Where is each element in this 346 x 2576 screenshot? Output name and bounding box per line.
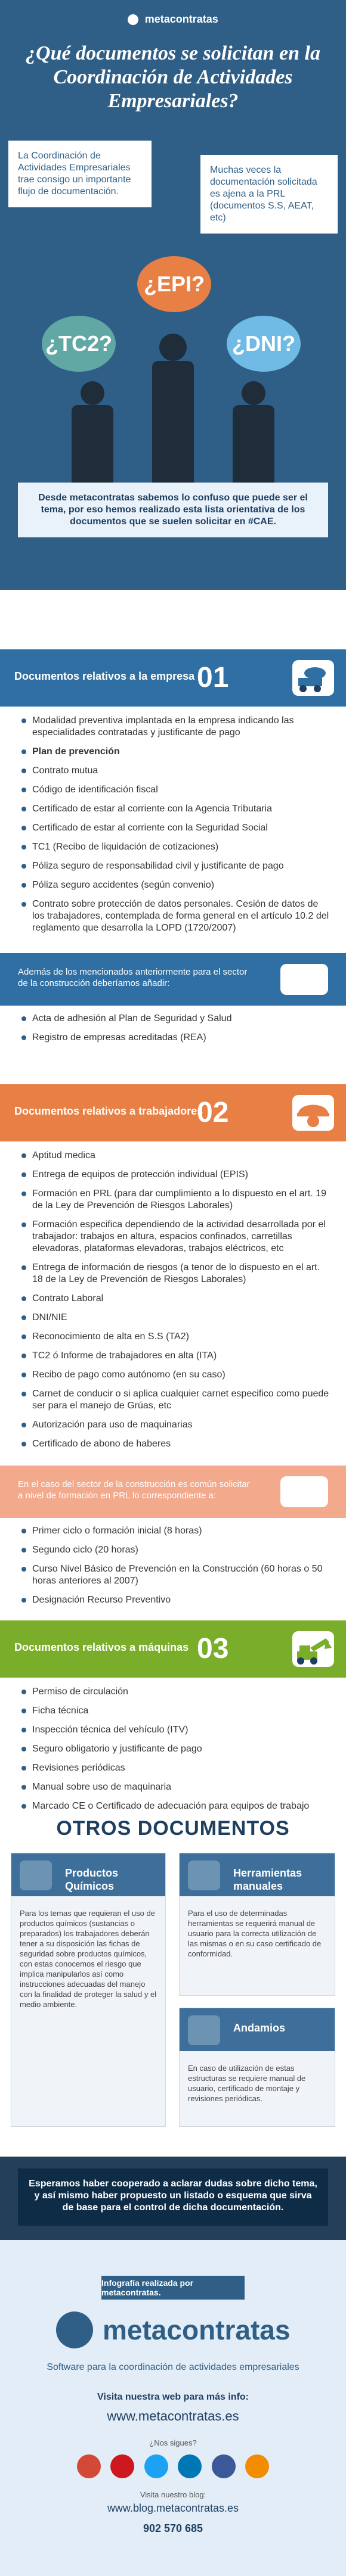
list-item: Manual sobre uso de maquinaria	[21, 1781, 333, 1793]
list-item: Ficha técnica	[21, 1705, 333, 1717]
footer-phone: 902 570 685	[143, 2522, 203, 2534]
section-02-band	[0, 1466, 346, 1518]
list-item: Formación en PRL (para dar cumplimiento a lo dispuesto en el art. 19 de la Ley de Prevención de Riesgos Laborales)	[21, 1188, 333, 1212]
concrete-mixer-icon	[280, 1476, 328, 1507]
scaffold-icon	[188, 2015, 220, 2045]
logo	[0, 13, 346, 26]
card-title: Andamios	[233, 2022, 286, 2034]
intro-note: Desde metacontratas sabemos lo confuso que puede ser el tema, por eso hemos realizado esta lista orientativa de los documentos que se suelen solicitar en #CAE.	[18, 483, 328, 537]
list-item: Permiso de circulación	[21, 1686, 333, 1698]
footer-logo[interactable]	[0, 2311, 346, 2348]
list-item: Certificado de estar al corriente con la Seguridad Social	[21, 822, 333, 834]
list-item: TC2 ó Informe de trabajadores en alta (ITA)	[21, 1350, 333, 1362]
section-02-band-list	[0, 1525, 346, 1613]
section-01-band-list	[0, 1013, 346, 1051]
list-item: Modalidad preventiva implantada en la empresa indicando las especialidades contratadas y justificante de pago	[21, 715, 333, 739]
page-title: ¿Qué documentos se solicitan en la Coordinación de Actividades Empresariales?	[26, 42, 320, 112]
card-andamios	[179, 2008, 335, 2127]
speech-bubble-tc2: ¿TC2?	[42, 316, 116, 372]
footer	[0, 2240, 346, 2576]
band-text: En el caso del sector de la construcción es común solicitar a nivel de formación en PRL lo correspondiente a:	[18, 1479, 250, 1501]
concrete-mixer-icon	[292, 660, 334, 696]
other-docs-title: OTROS DOCUMENTOS	[56, 1817, 290, 1840]
list-item: Plan de prevención	[21, 746, 333, 758]
flask-icon	[20, 1861, 52, 1890]
excavator-svg	[292, 1631, 334, 1667]
list-item: Inspección técnica del vehículo (ITV)	[21, 1724, 333, 1736]
closing-text: Esperamos haber cooperado a aclarar dudas sobre dicho tema, y así mismo haber propuesto un listado o esquema que sirva de base para el control de dicha documentación.	[18, 2169, 328, 2226]
list-item: Recibo de pago como autónomo (en su caso)	[21, 1369, 333, 1381]
footer-badge: Infografía realizada por metacontratas.	[101, 2276, 245, 2300]
card-header	[180, 1853, 335, 1896]
social-links	[0, 2454, 346, 2481]
section-02-number: 02	[197, 1097, 229, 1128]
metacontratas-logo-icon	[56, 2311, 93, 2348]
section-03-list	[0, 1686, 346, 1819]
list-item: Entrega de información de riesgos (a tenor de lo dispuesto en el art. 18 de la Ley de Prevención de Riesgos Laborales)	[21, 1262, 333, 1286]
section-01-list	[0, 715, 346, 941]
list-item: TC1 (Recibo de liquidación de cotizaciones)	[21, 841, 333, 853]
excavator-icon	[292, 1631, 334, 1667]
twitter-icon[interactable]	[144, 2454, 168, 2478]
list-item: Póliza seguro de responsabilidad civil y justificante de pago	[21, 860, 333, 872]
rss-icon[interactable]	[245, 2454, 269, 2478]
footer-visit-label: Visita nuestra web para más info:	[97, 2392, 249, 2402]
list-item: DNI/NIE	[21, 1312, 333, 1324]
facebook-icon[interactable]	[212, 2454, 236, 2478]
list-item: Primer ciclo o formación inicial (8 horas)	[21, 1525, 333, 1537]
person-silhouette-center	[146, 334, 200, 506]
section-03-number: 03	[197, 1633, 229, 1665]
worker-helmet-svg	[292, 1095, 334, 1131]
linkedin-icon[interactable]	[178, 2454, 202, 2478]
list-item: Segundo ciclo (20 horas)	[21, 1544, 333, 1556]
speech-bubble-dni: ¿DNI?	[227, 316, 301, 372]
list-item: Reconocimiento de alta en S.S (TA2)	[21, 1331, 333, 1343]
list-item: Revisiones periódicas	[21, 1762, 333, 1774]
list-item: Seguro obligatorio y justificante de pago	[21, 1743, 333, 1755]
speech-bubble-epi: ¿EPI?	[137, 256, 211, 312]
card-productos-quimicos	[11, 1853, 166, 2127]
section-01-title: Documentos relativos a la empresa	[14, 670, 195, 682]
section-01-band	[0, 953, 346, 1006]
list-item: Póliza seguro accidentes (según convenio)	[21, 879, 333, 891]
list-item: Registro de empresas acreditadas (REA)	[21, 1032, 333, 1044]
section-01-number: 01	[197, 662, 229, 693]
section-03-title: Documentos relativos a máquinas	[14, 1641, 189, 1653]
youtube-icon[interactable]	[110, 2454, 134, 2478]
section-02-list	[0, 1150, 346, 1457]
hero-left-box: La Coordinación de Actividades Empresariales trae consigo un importante flujo de documentación.	[8, 141, 152, 207]
card-header	[11, 1853, 165, 1896]
list-item: Marcado CE o Certificado de adecuación para equipos de trabajo	[21, 1800, 333, 1812]
card-herramientas-manuales	[179, 1853, 335, 1996]
list-item: Entrega de equipos de protección individual (EPIS)	[21, 1169, 333, 1181]
footer-blog-label: Visita nuestro blog:	[140, 2490, 206, 2499]
footer-blog-link[interactable]: www.blog.metacontratas.es	[107, 2502, 239, 2514]
list-item: Contrato sobre protección de datos personales. Cesión de datos de los trabajadores, contemplada de forma general en el artículo 10.2 del reglamento que desarrolla la LOPD (1720/2007)	[21, 898, 333, 934]
list-item: Curso Nivel Básico de Prevención en la Construcción (60 horas o 50 horas anteriores al 2007)	[21, 1563, 333, 1587]
section-03-header	[0, 1620, 346, 1678]
section-02-title: Documentos relativos a trabajadores	[14, 1105, 203, 1117]
card-text: En caso de utilización de estas estructuras se requiere manual de usuario, certificado de montaje y revisiones periódicas.	[188, 2064, 306, 2103]
card-text: Para el uso de determinadas herramientas se requerirá manual de usuario para la correcta utilización de las mismas o en su caso certificado de conformidad.	[188, 1909, 322, 1958]
section-01-header	[0, 649, 346, 707]
list-item: Contrato Laboral	[21, 1293, 333, 1305]
concrete-mixer-icon	[280, 964, 328, 995]
card-title: Herramientas manuales	[233, 1867, 302, 1892]
card-header	[180, 2008, 335, 2051]
list-item: Formación especifica dependiendo de la actividad desarrollada por el trabajador: trabajos en altura, espacios confinados, carretillas elevadoras, plataformas elevadoras, trabajos eléctricos, etc	[21, 1219, 333, 1255]
list-item: Código de identificación fiscal	[21, 784, 333, 796]
list-item: Designación Recurso Preventivo	[21, 1594, 333, 1606]
metacontratas-logo-icon	[128, 14, 138, 25]
worker-helmet-icon	[292, 1095, 334, 1131]
list-item: Acta de adhesión al Plan de Seguridad y Salud	[21, 1013, 333, 1025]
google-plus-icon[interactable]	[77, 2454, 101, 2478]
concrete-mixer-svg	[292, 660, 334, 696]
section-02-header	[0, 1084, 346, 1141]
card-title: Productos Químicos	[65, 1867, 119, 1892]
closing-band	[0, 2157, 346, 2240]
list-item: Autorización para uso de maquinarias	[21, 1419, 333, 1431]
hero	[0, 0, 346, 590]
tools-icon	[188, 1861, 220, 1890]
footer-logo-text: metacontratas	[103, 2314, 291, 2345]
card-text: Para los temas que requieran el uso de productos químicos (sustancias o preparados) los trabajadores deberán tener a su disposición las fichas de seguridad sobre productos químicos, con estas conocemos el riesgo que implica manipularlos así como instrucciones adecuadas del manejo con la finalidad de proteger la salud y el medio ambiente.	[20, 1909, 157, 2009]
footer-follow-label: ¿Nos sigues?	[149, 2438, 197, 2447]
list-item: Contrato mutua	[21, 765, 333, 777]
logo-text: metacontratas	[144, 13, 218, 25]
band-text: Además de los mencionados anteriormente para el sector de la construcción deberíamos añadir:	[18, 967, 248, 988]
footer-subtitle: Software para la coordinación de actividades empresariales	[47, 2362, 299, 2372]
footer-url-link[interactable]: www.metacontratas.es	[107, 2409, 239, 2423]
hero-right-box: Muchas veces la documentación solicitada es ajena a la PRL (documentos S.S, AEAT, etc)	[200, 155, 338, 234]
list-item: Aptitud medica	[21, 1150, 333, 1162]
list-item: Certificado de abono de haberes	[21, 1438, 333, 1450]
list-item: Certificado de estar al corriente con la Agencia Tributaria	[21, 803, 333, 815]
list-item: Carnet de conducir o si aplica cualquier carnet especifico como puede ser para el manejo de Grúas, etc	[21, 1388, 333, 1412]
